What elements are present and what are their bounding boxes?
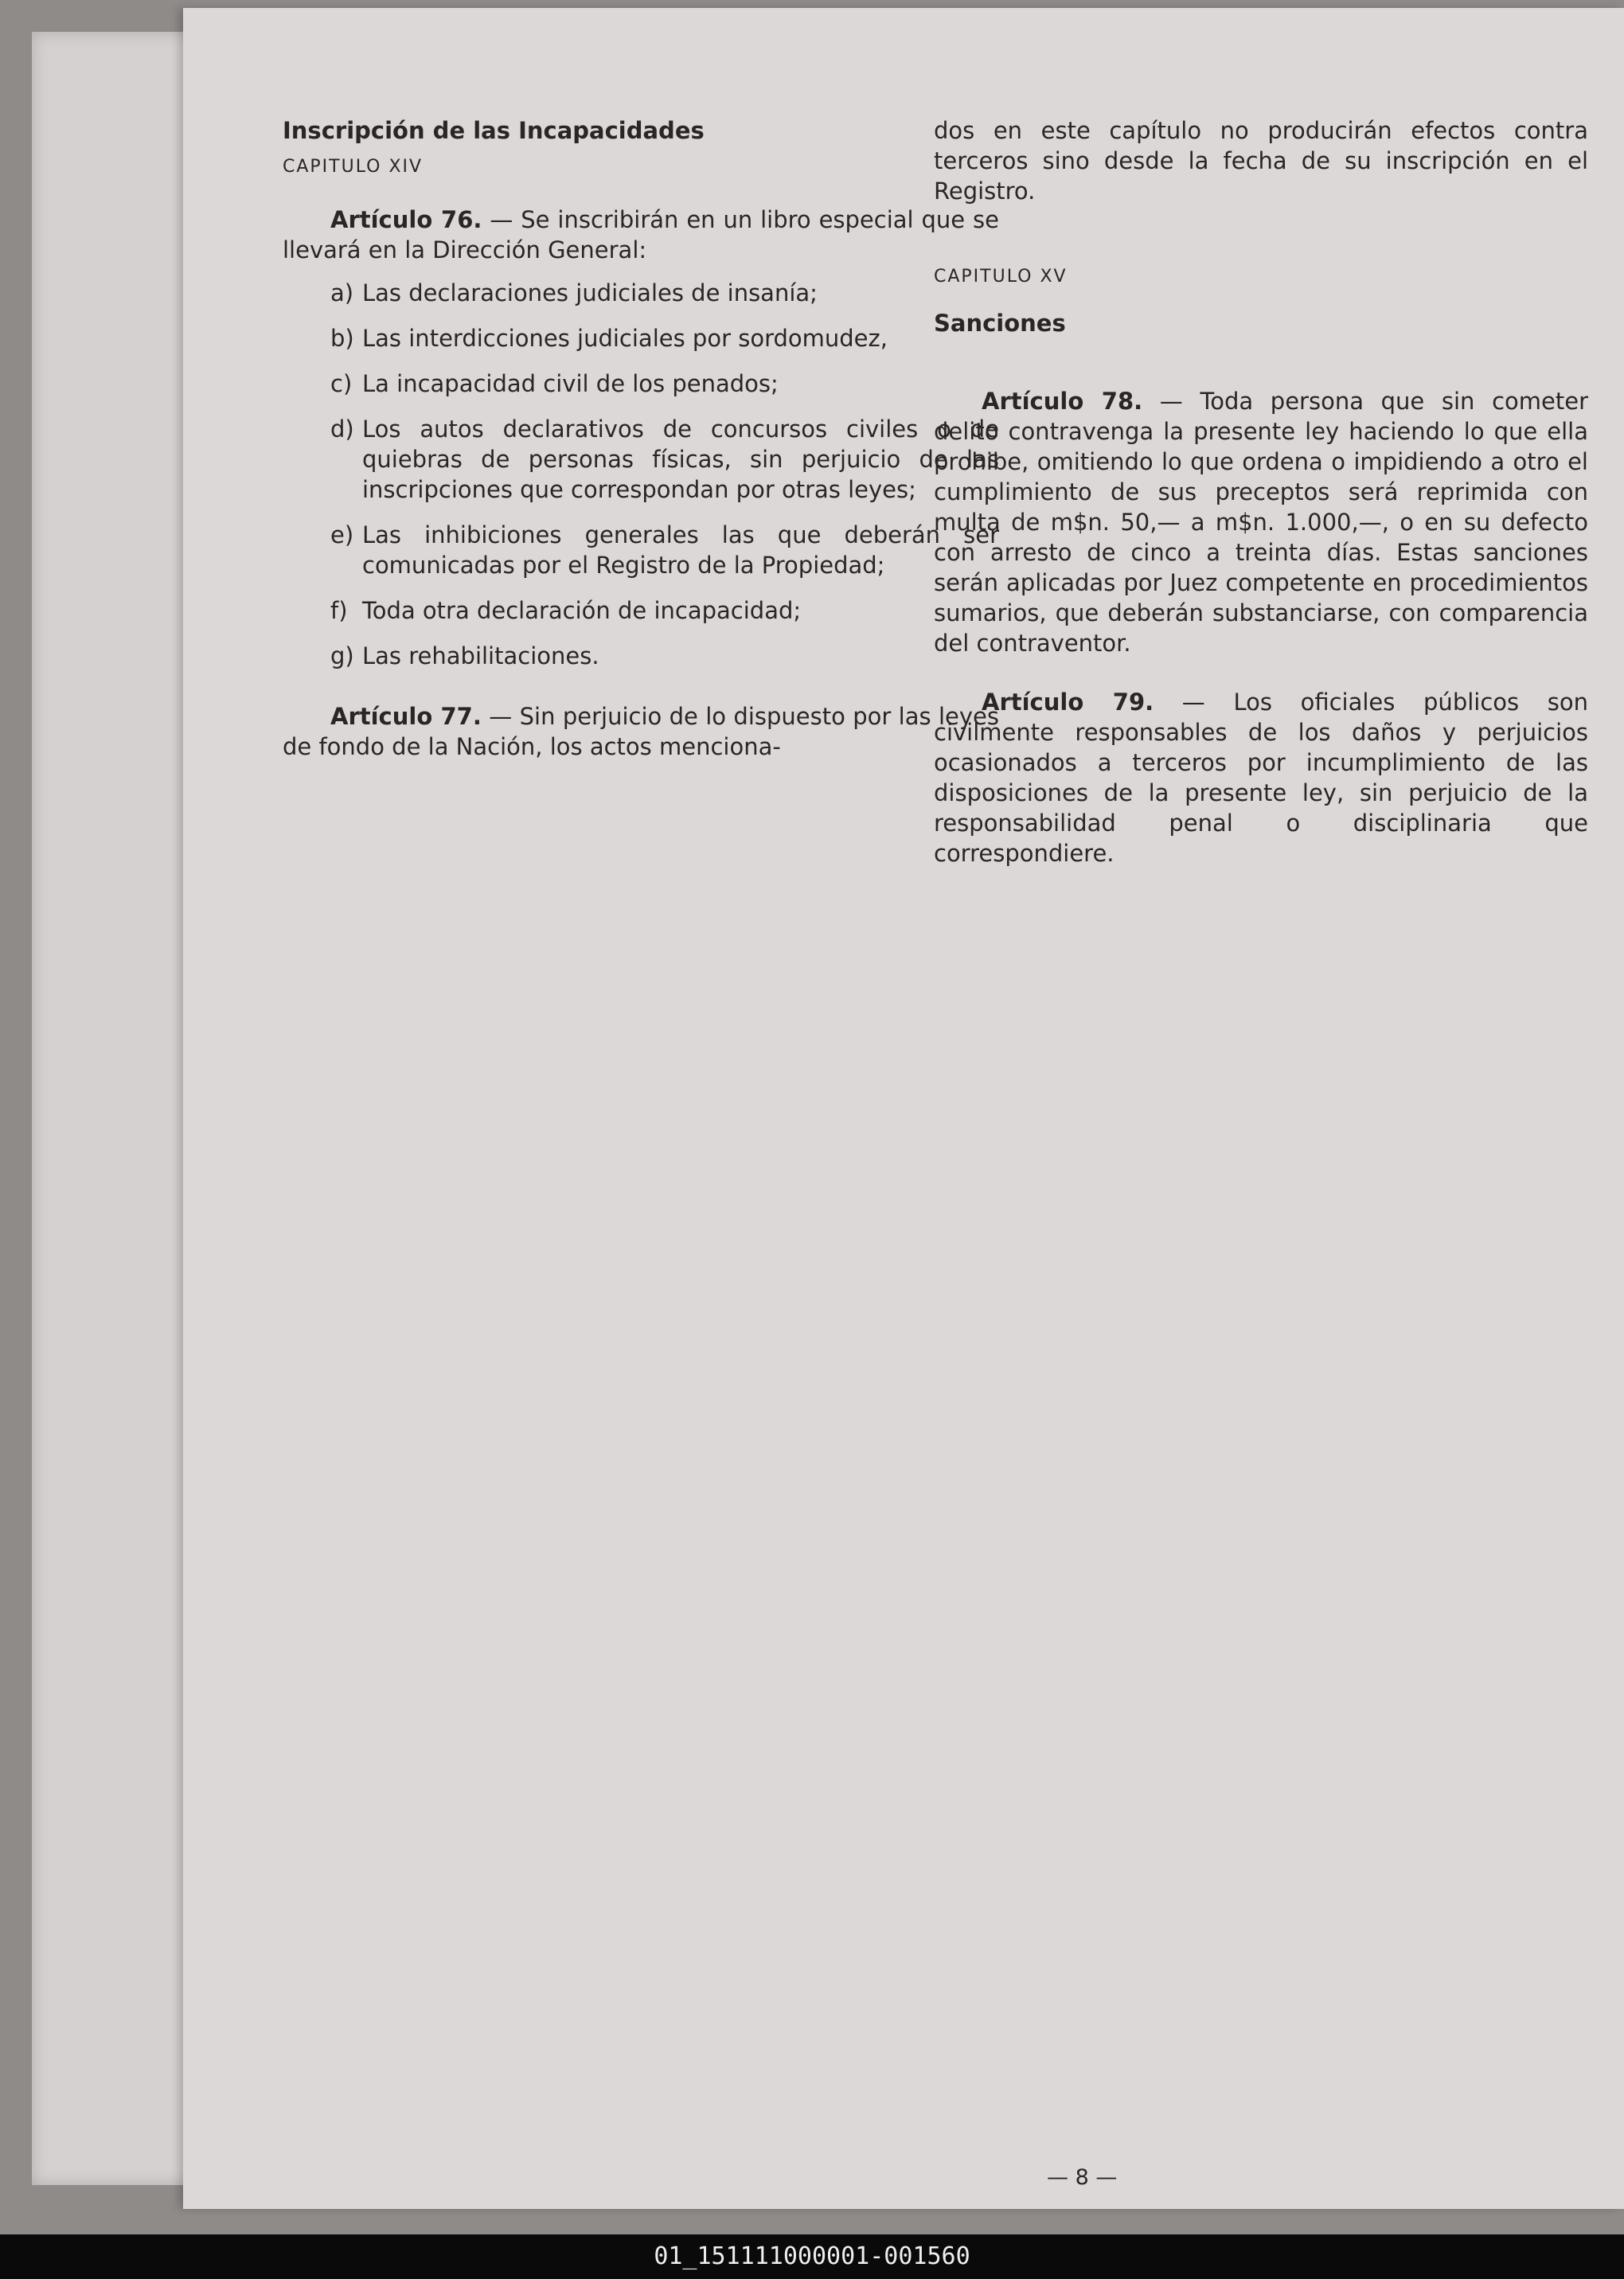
chapter-heading: CAPITULO XIV — [283, 157, 424, 177]
incapacity-list — [283, 278, 999, 671]
list-item — [330, 278, 999, 308]
scan-id-bar — [0, 2234, 1624, 2279]
article-77 — [283, 701, 999, 762]
list-marker: b) — [330, 325, 354, 352]
document-page — [183, 8, 1624, 2209]
chapter-heading: CAPITULO XV — [934, 267, 1068, 287]
list-marker: d) — [330, 416, 354, 443]
article-label: Artículo 78. — [982, 388, 1143, 415]
section-title: Inscripción de las Incapacidades — [283, 117, 705, 144]
list-item-text: Los autos declarativos de concursos civiles o de quiebras de personas físicas, sin perjuicio de las inscripciones que correspondan por otras leyes; — [362, 416, 999, 503]
section-title: Sanciones — [934, 310, 1066, 337]
list-item — [330, 369, 999, 399]
article-label: Artículo 76. — [330, 206, 482, 233]
list-marker: f) — [330, 597, 348, 624]
list-marker: a) — [330, 279, 354, 306]
list-marker: g) — [330, 642, 354, 669]
list-item — [330, 520, 999, 580]
article-label: Artículo 77. — [330, 703, 482, 730]
article-text: — Toda persona que sin cometer delito contravenga la presente ley haciendo lo que ella prohibe, omitiendo lo que ordena o impidiendo a otro el cumplimiento de sus preceptos será reprimida con multa de m$n. 50,— a m$n. 1.000,—, o en su defecto con arresto de cinco a treinta días. Estas sanciones serán aplicadas por Juez competente en procedimientos sumarios, que deberán substanciarse, con comparencia del contraventor. — [934, 388, 1588, 657]
list-marker: e) — [330, 521, 354, 548]
article-77-continuation: dos en este capítulo no producirán efectos contra terceros sino desde la fecha de su inscripción en el Registro. — [934, 117, 1588, 205]
list-item-text: Las rehabilitaciones. — [362, 642, 599, 669]
list-marker: c) — [330, 370, 353, 397]
article-76 — [283, 205, 999, 265]
list-item-text: Las interdicciones judiciales por sordomudez, — [362, 325, 888, 352]
list-item — [330, 323, 999, 353]
list-item-text: Las inhibiciones generales las que deberán ser comunicadas por el Registro de la Propiedad; — [362, 521, 999, 579]
right-column — [934, 115, 1588, 868]
list-item — [330, 414, 999, 505]
list-item-text: Toda otra declaración de incapacidad; — [362, 597, 802, 624]
article-text: — Sin perjuicio de lo dispuesto por las leyes de fondo de la Nación, los actos menciona- — [283, 703, 999, 760]
left-column — [283, 115, 999, 762]
article-label: Artículo 79. — [982, 689, 1154, 716]
article-78 — [934, 386, 1588, 658]
list-item — [330, 641, 999, 671]
article-79 — [934, 687, 1588, 868]
list-item-text: Las declaraciones judiciales de insanía; — [362, 279, 818, 306]
scan-id: 01_151111000001-001560 — [654, 2242, 970, 2270]
article-text: — Se inscribirán en un libro especial que se llevará en la Dirección General: — [283, 206, 1000, 263]
list-item — [330, 595, 999, 626]
list-item-text: La incapacidad civil de los penados; — [362, 370, 779, 397]
article-text: — Los oficiales públicos son civilmente responsables de los daños y perjuicios ocasionados a terceros por incumplimiento de las disposiciones de la presente ley, sin perjuicio de la responsabilidad penal o disciplinaria que correspondiere. — [934, 689, 1589, 867]
page-number: — 8 — — [1047, 2165, 1118, 2190]
